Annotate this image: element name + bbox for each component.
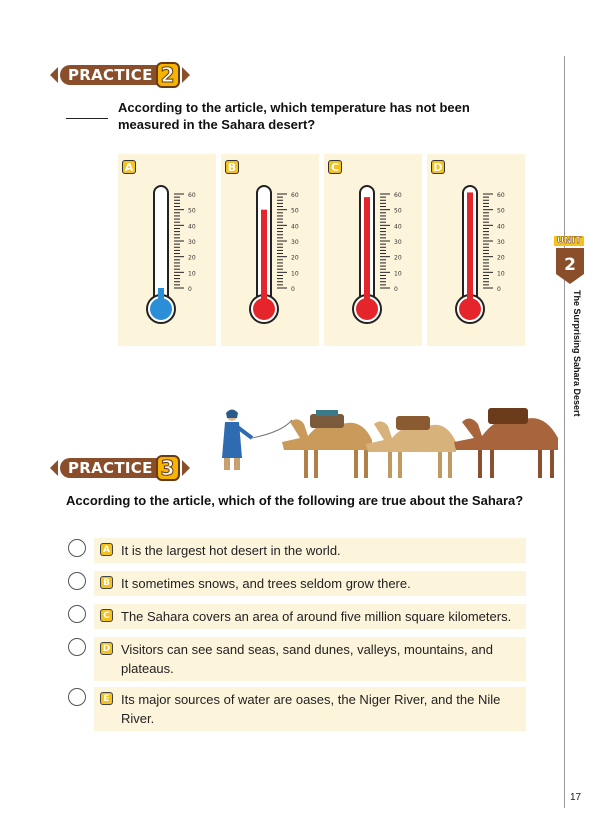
practice-3-label: PRACTICE — [60, 458, 159, 478]
thermometer-fill — [261, 210, 267, 304]
unit-label: UNIT — [554, 236, 584, 246]
option-d-row[interactable] — [68, 637, 526, 681]
thermometer-fill — [158, 288, 164, 304]
camel-2 — [366, 416, 456, 478]
scale-tick-label: 50 — [394, 207, 402, 215]
caravan-illustration — [212, 402, 562, 482]
practice-3-question: According to the article, which of the following are true about the Sahara? — [66, 493, 524, 508]
option-e-box — [94, 687, 526, 731]
thermometer-fill — [467, 192, 473, 304]
margin-rule — [564, 56, 565, 808]
option-d-letter: D — [100, 642, 113, 655]
scale-tick-label: 20 — [394, 254, 402, 262]
practice-2-number: 2 — [156, 62, 180, 88]
thermometer-c-graphic — [324, 154, 422, 346]
option-letter-a: A — [122, 160, 136, 174]
scale-tick-label: 20 — [188, 254, 196, 262]
scale-tick-label: 50 — [291, 207, 299, 215]
scale-tick-label: 0 — [188, 286, 192, 293]
thermometer-option-a[interactable] — [118, 154, 216, 346]
practice-3-banner — [50, 455, 190, 481]
option-a-letter: A — [100, 543, 113, 556]
scale-tick-label: 60 — [394, 192, 402, 199]
scale-tick-label: 40 — [188, 223, 196, 231]
option-b-row[interactable] — [68, 571, 526, 596]
camel-1 — [282, 410, 372, 478]
thermometer-fill — [364, 197, 370, 304]
option-b-text: It sometimes snows, and trees seldom grow there. — [121, 576, 411, 591]
option-d-text: Visitors can see sand seas, sand dunes, valleys, mountains, and plateaus. — [121, 642, 493, 676]
thermometer-d-graphic — [427, 154, 525, 346]
scale-tick-label: 40 — [497, 223, 505, 231]
scale-tick-label: 0 — [291, 286, 295, 293]
option-b-box — [94, 571, 526, 596]
scale-tick-label: 30 — [394, 239, 402, 246]
option-e-letter: E — [100, 692, 113, 705]
practice-2-banner — [50, 62, 190, 88]
option-c-letter: C — [100, 609, 113, 622]
option-c-text: The Sahara covers an area of around five million square kilometers. — [121, 609, 512, 624]
scale-tick-label: 0 — [497, 286, 501, 293]
option-c-row[interactable] — [68, 604, 526, 629]
scale-tick-label: 0 — [394, 286, 398, 293]
scale-tick-label: 50 — [188, 207, 196, 215]
option-a-text: It is the largest hot desert in the world. — [121, 543, 341, 558]
thermometer-option-d[interactable] — [427, 154, 525, 346]
thermometer-tube — [154, 186, 168, 304]
scale-tick-label: 40 — [291, 223, 299, 231]
thermometer-option-b[interactable] — [221, 154, 319, 346]
option-e-row[interactable] — [68, 687, 526, 731]
option-d-radio[interactable] — [68, 638, 86, 656]
thermometer-b-graphic — [221, 154, 319, 346]
scale-tick-label: 20 — [291, 254, 299, 262]
scale-tick-label: 10 — [188, 270, 196, 278]
scale-tick-label: 40 — [394, 223, 402, 231]
unit-title: The Surprising Sahara Desert — [572, 290, 582, 417]
scale-tick-label: 10 — [497, 270, 505, 278]
scale-tick-label: 50 — [497, 207, 505, 215]
page-number: 17 — [570, 792, 582, 803]
scale-tick-label: 60 — [188, 192, 196, 199]
scale-tick-label: 10 — [291, 270, 299, 278]
option-d-box — [94, 637, 526, 681]
option-a-row[interactable] — [68, 538, 526, 563]
practice-2-label: PRACTICE — [60, 65, 159, 85]
option-c-box — [94, 604, 526, 629]
scale-tick-label: 30 — [188, 239, 196, 246]
practice-2-question: According to the article, which temperature has not been measured in the Sahara desert? — [118, 100, 470, 132]
option-b-radio[interactable] — [68, 572, 86, 590]
thermometer-option-c[interactable] — [324, 154, 422, 346]
answer-blank[interactable] — [66, 118, 108, 119]
option-a-box — [94, 538, 526, 563]
practice-3-number: 3 — [156, 455, 180, 481]
traveler-figure — [222, 410, 252, 471]
option-c-radio[interactable] — [68, 605, 86, 623]
option-letter-b: B — [225, 160, 239, 174]
scale-tick-label: 60 — [291, 192, 299, 199]
scale-tick-label: 30 — [291, 239, 299, 246]
scale-tick-label: 60 — [497, 192, 505, 199]
scale-tick-label: 10 — [394, 270, 402, 278]
thermometer-a-graphic — [118, 154, 216, 346]
option-e-radio[interactable] — [68, 688, 86, 706]
scale-tick-label: 30 — [497, 239, 505, 246]
camel-3 — [454, 408, 558, 478]
option-letter-c: C — [328, 160, 342, 174]
option-b-letter: B — [100, 576, 113, 589]
unit-number: 2 — [564, 255, 576, 275]
option-a-radio[interactable] — [68, 539, 86, 557]
unit-badge — [556, 248, 584, 284]
option-letter-d: D — [431, 160, 445, 174]
option-e-text: Its major sources of water are oases, the Niger River, and the Nile River. — [121, 692, 501, 726]
scale-tick-label: 20 — [497, 254, 505, 262]
